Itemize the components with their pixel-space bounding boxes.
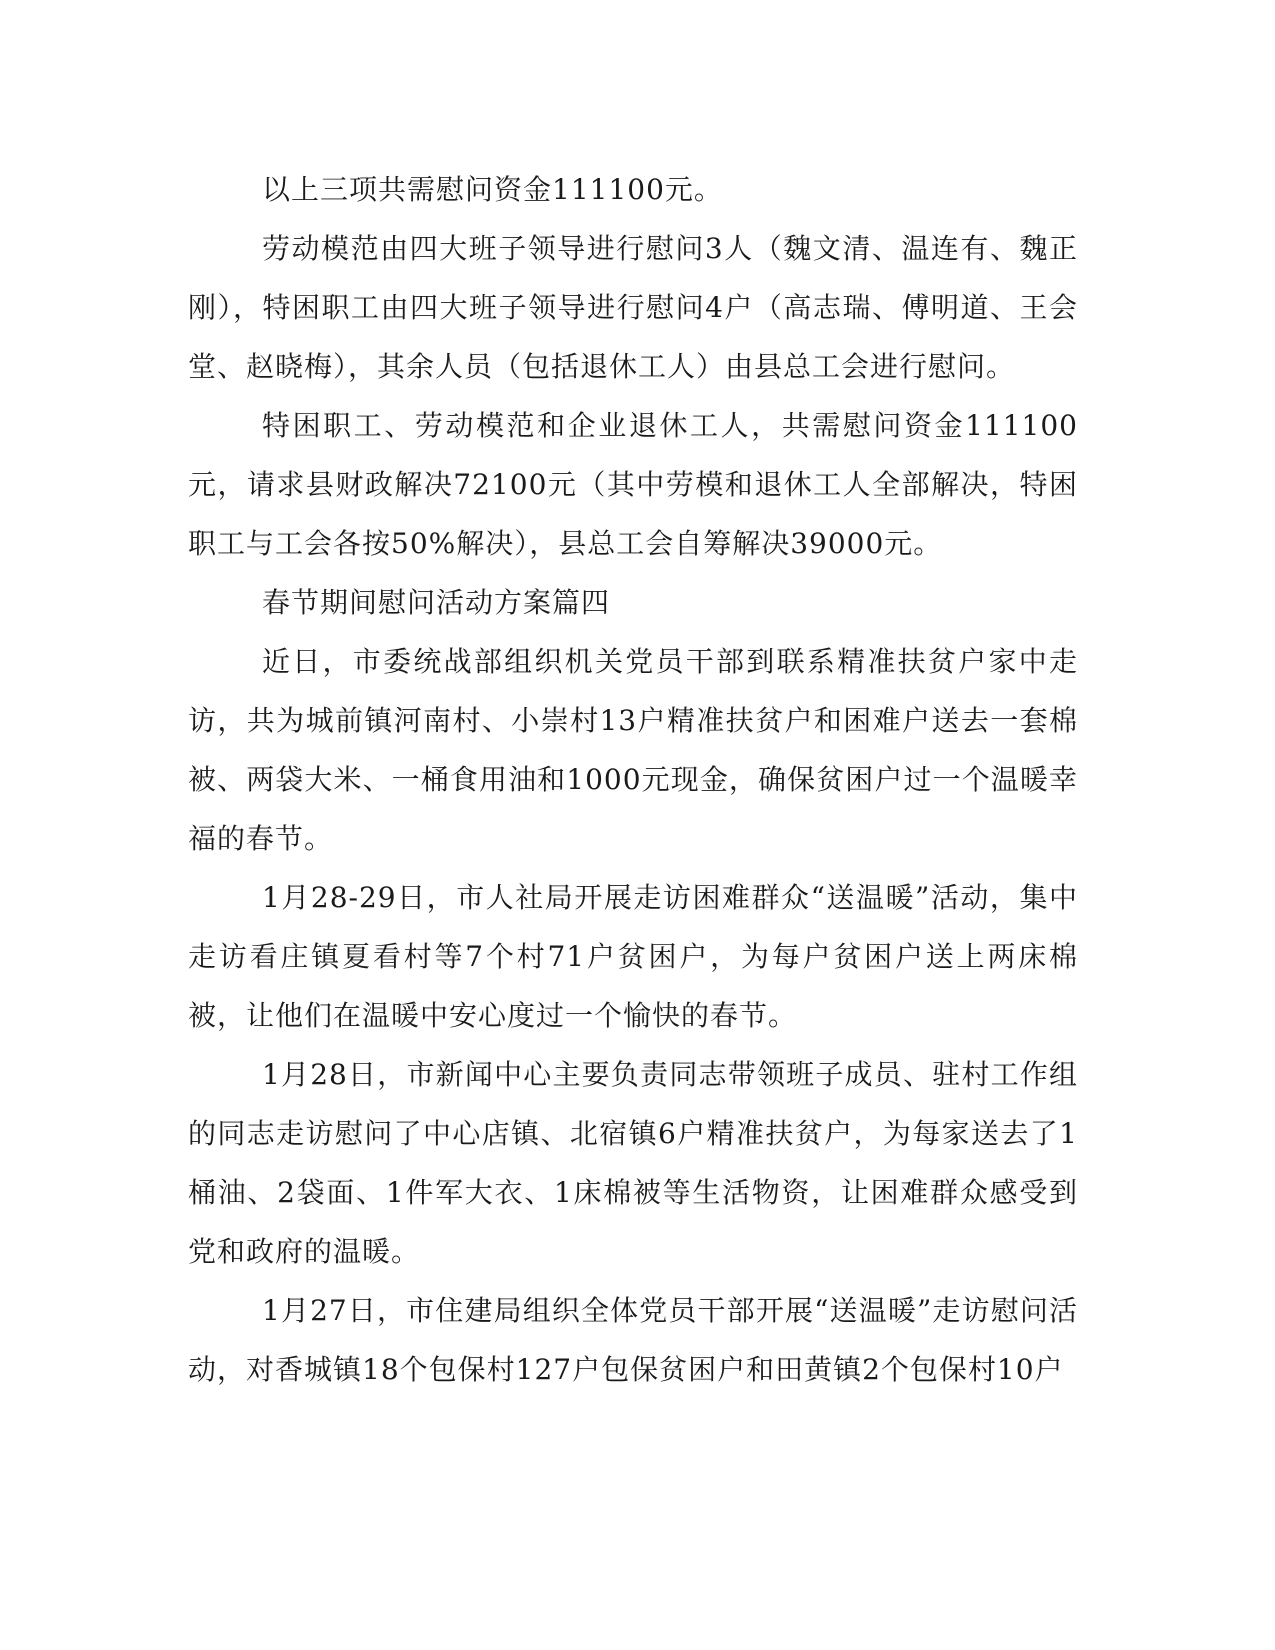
- paragraph-housing-bureau: 1月27日，市住建局组织全体党员干部开展“送温暖”走访慰问活动，对香城镇18个包保村127户包保贫困户和田黄镇2个包保村10户: [188, 1294, 1078, 1386]
- section-heading: 春节期间慰问活动方案篇四: [262, 586, 611, 619]
- paragraph-visit-assignment: 劳动模范由四大班子领导进行慰问3人（魏文清、温连有、魏正刚），特困职工由四大班子领导进行慰问4户（高志瑞、傅明道、王会堂、赵晓梅），其余人员（包括退休工人）由县总工会进行慰问。: [188, 232, 1078, 383]
- document-body: [188, 160, 1078, 1399]
- paragraph-fund-total: 以上三项共需慰问资金111100元。: [262, 173, 723, 206]
- paragraph-hr-bureau: 1月28-29日，市人社局开展走访困难群众“送温暖”活动，集中走访看庄镇夏看村等7个村71户贫困户，为每户贫困户送上两床棉被，让他们在温暖中安心度过一个愉快的春节。: [188, 881, 1078, 1032]
- paragraph-news-center: 1月28日，市新闻中心主要负责同志带领班子成员、驻村工作组的同志走访慰问了中心店镇、北宿镇6户精准扶贫户，为每家送去了1桶油、2袋面、1件军大衣、1床棉被等生活物资，让困难群众感受到党和政府的温暖。: [188, 1058, 1078, 1268]
- paragraph-united-front: 近日，市委统战部组织机关党员干部到联系精准扶贫户家中走访，共为城前镇河南村、小崇村13户精准扶贫户和困难户送去一套棉被、两袋大米、一桶食用油和1000元现金，确保贫困户过一个温暖幸福的春节。: [188, 645, 1078, 855]
- paragraph-fund-source: 特困职工、劳动模范和企业退休工人，共需慰问资金111100元，请求县财政解决72100元（其中劳模和退休工人全部解决，特困职工与工会各按50%解决），县总工会自筹解决39000元。: [188, 409, 1078, 560]
